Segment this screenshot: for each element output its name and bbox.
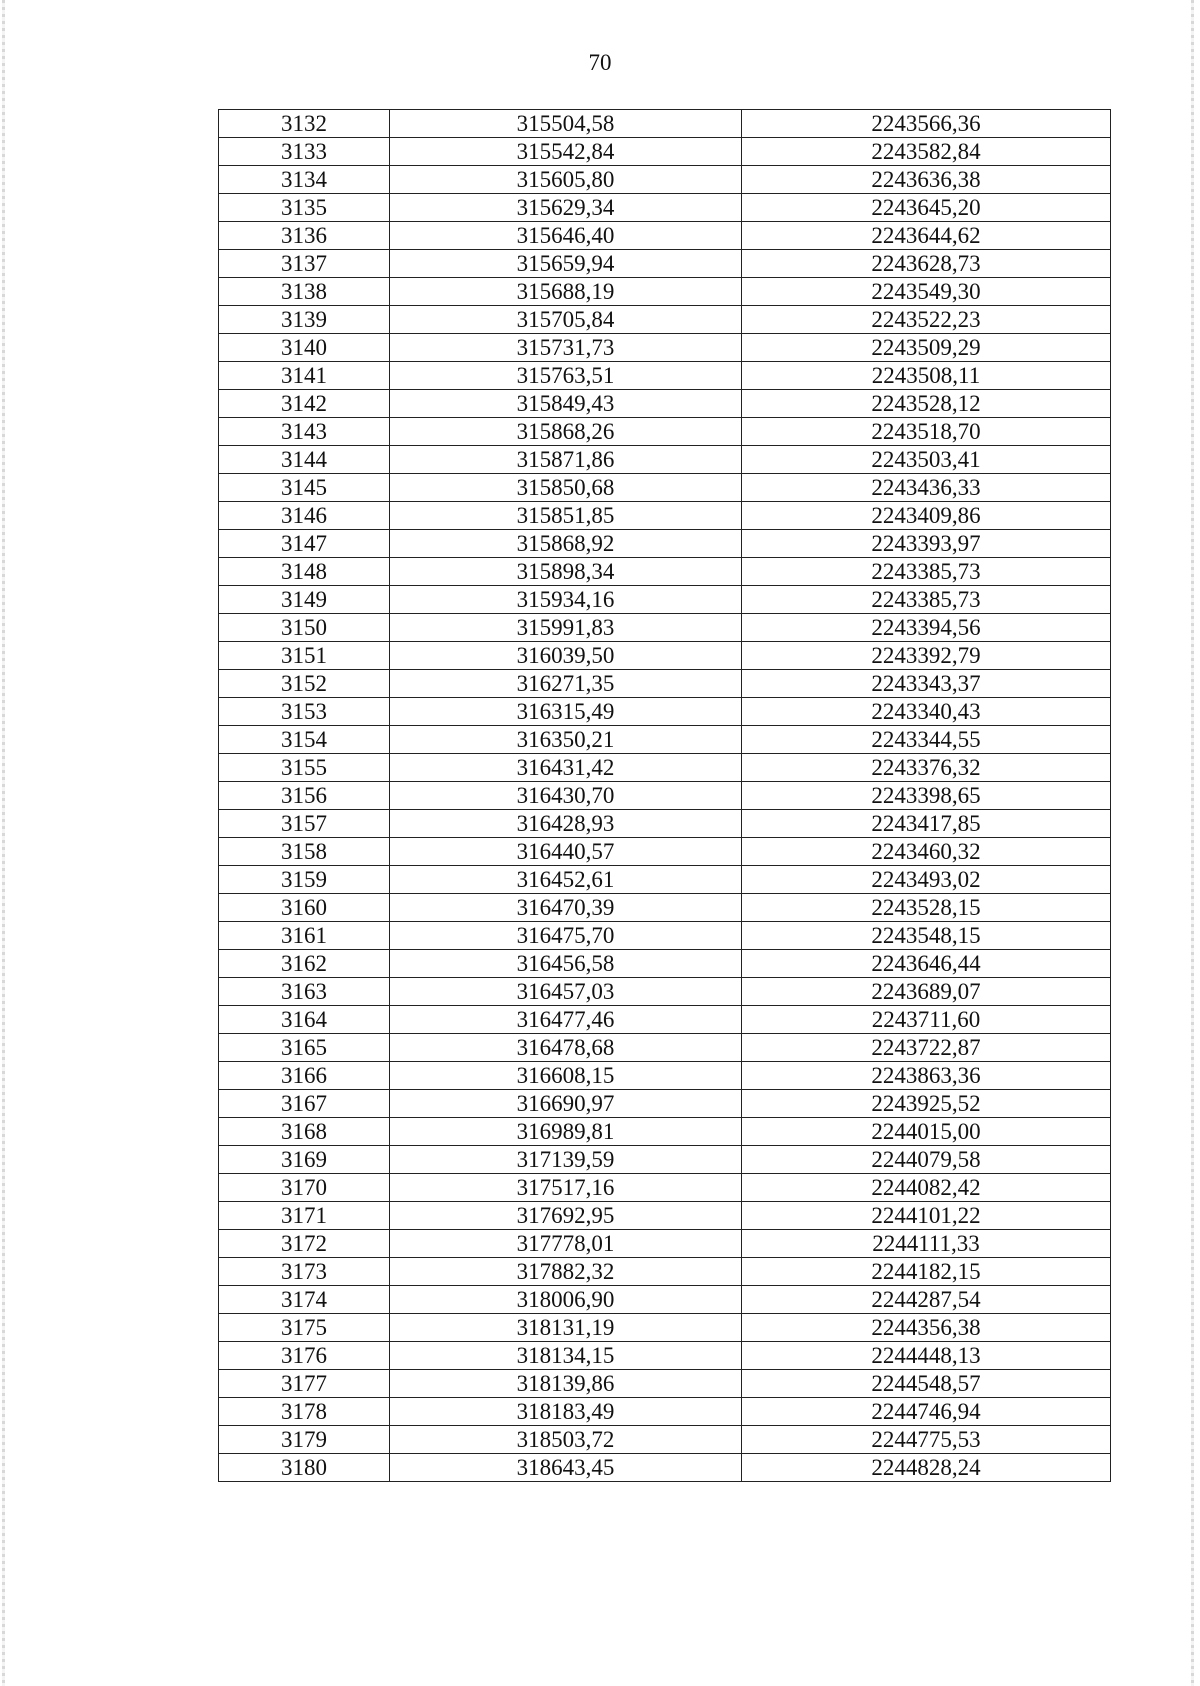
y-coordinate-cell: 2244775,53 bbox=[742, 1426, 1111, 1454]
y-coordinate-cell: 2243711,60 bbox=[742, 1006, 1111, 1034]
table-row bbox=[219, 166, 1111, 194]
point-number-cell: 3150 bbox=[219, 614, 390, 642]
point-number-cell: 3165 bbox=[219, 1034, 390, 1062]
x-coordinate-cell: 316478,68 bbox=[390, 1034, 742, 1062]
table-row bbox=[219, 446, 1111, 474]
point-number-cell: 3180 bbox=[219, 1454, 390, 1482]
point-number-cell: 3135 bbox=[219, 194, 390, 222]
table-row bbox=[219, 1062, 1111, 1090]
point-number-cell: 3178 bbox=[219, 1398, 390, 1426]
y-coordinate-cell: 2244079,58 bbox=[742, 1146, 1111, 1174]
y-coordinate-cell: 2243566,36 bbox=[742, 110, 1111, 138]
x-coordinate-cell: 318183,49 bbox=[390, 1398, 742, 1426]
table-row bbox=[219, 698, 1111, 726]
point-number-cell: 3140 bbox=[219, 334, 390, 362]
point-number-cell: 3160 bbox=[219, 894, 390, 922]
x-coordinate-cell: 315868,92 bbox=[390, 530, 742, 558]
y-coordinate-cell: 2244287,54 bbox=[742, 1286, 1111, 1314]
point-number-cell: 3176 bbox=[219, 1342, 390, 1370]
table-row bbox=[219, 838, 1111, 866]
table-row bbox=[219, 586, 1111, 614]
table-row bbox=[219, 418, 1111, 446]
x-coordinate-cell: 316475,70 bbox=[390, 922, 742, 950]
y-coordinate-cell: 2243722,87 bbox=[742, 1034, 1111, 1062]
point-number-cell: 3137 bbox=[219, 250, 390, 278]
point-number-cell: 3154 bbox=[219, 726, 390, 754]
table-row bbox=[219, 1398, 1111, 1426]
point-number-cell: 3132 bbox=[219, 110, 390, 138]
table-row bbox=[219, 1230, 1111, 1258]
table-row bbox=[219, 558, 1111, 586]
x-coordinate-cell: 317139,59 bbox=[390, 1146, 742, 1174]
x-coordinate-cell: 318139,86 bbox=[390, 1370, 742, 1398]
y-coordinate-cell: 2243392,79 bbox=[742, 642, 1111, 670]
table-body bbox=[219, 110, 1111, 1482]
point-number-cell: 3138 bbox=[219, 278, 390, 306]
y-coordinate-cell: 2243409,86 bbox=[742, 502, 1111, 530]
y-coordinate-cell: 2244082,42 bbox=[742, 1174, 1111, 1202]
table-row bbox=[219, 1426, 1111, 1454]
y-coordinate-cell: 2244015,00 bbox=[742, 1118, 1111, 1146]
table-row bbox=[219, 922, 1111, 950]
x-coordinate-cell: 318006,90 bbox=[390, 1286, 742, 1314]
x-coordinate-cell: 317692,95 bbox=[390, 1202, 742, 1230]
x-coordinate-cell: 316608,15 bbox=[390, 1062, 742, 1090]
point-number-cell: 3177 bbox=[219, 1370, 390, 1398]
x-coordinate-cell: 315688,19 bbox=[390, 278, 742, 306]
table-row bbox=[219, 614, 1111, 642]
scan-edge-right bbox=[1191, 0, 1194, 1686]
point-number-cell: 3169 bbox=[219, 1146, 390, 1174]
y-coordinate-cell: 2243376,32 bbox=[742, 754, 1111, 782]
y-coordinate-cell: 2243398,65 bbox=[742, 782, 1111, 810]
x-coordinate-cell: 315731,73 bbox=[390, 334, 742, 362]
table-row bbox=[219, 334, 1111, 362]
y-coordinate-cell: 2243340,43 bbox=[742, 698, 1111, 726]
x-coordinate-cell: 316428,93 bbox=[390, 810, 742, 838]
x-coordinate-cell: 315871,86 bbox=[390, 446, 742, 474]
point-number-cell: 3148 bbox=[219, 558, 390, 586]
x-coordinate-cell: 316457,03 bbox=[390, 978, 742, 1006]
x-coordinate-cell: 318643,45 bbox=[390, 1454, 742, 1482]
x-coordinate-cell: 315991,83 bbox=[390, 614, 742, 642]
y-coordinate-cell: 2243385,73 bbox=[742, 586, 1111, 614]
y-coordinate-cell: 2243518,70 bbox=[742, 418, 1111, 446]
y-coordinate-cell: 2244448,13 bbox=[742, 1342, 1111, 1370]
table-row bbox=[219, 670, 1111, 698]
point-number-cell: 3152 bbox=[219, 670, 390, 698]
y-coordinate-cell: 2244356,38 bbox=[742, 1314, 1111, 1342]
table-row bbox=[219, 110, 1111, 138]
x-coordinate-cell: 316039,50 bbox=[390, 642, 742, 670]
x-coordinate-cell: 315659,94 bbox=[390, 250, 742, 278]
y-coordinate-cell: 2243522,23 bbox=[742, 306, 1111, 334]
x-coordinate-cell: 317778,01 bbox=[390, 1230, 742, 1258]
x-coordinate-cell: 316440,57 bbox=[390, 838, 742, 866]
y-coordinate-cell: 2243393,97 bbox=[742, 530, 1111, 558]
y-coordinate-cell: 2243548,15 bbox=[742, 922, 1111, 950]
y-coordinate-cell: 2243628,73 bbox=[742, 250, 1111, 278]
x-coordinate-cell: 315504,58 bbox=[390, 110, 742, 138]
table-row bbox=[219, 642, 1111, 670]
point-number-cell: 3155 bbox=[219, 754, 390, 782]
y-coordinate-cell: 2243344,55 bbox=[742, 726, 1111, 754]
table-row bbox=[219, 1314, 1111, 1342]
table-row bbox=[219, 1006, 1111, 1034]
x-coordinate-cell: 316989,81 bbox=[390, 1118, 742, 1146]
table-row bbox=[219, 278, 1111, 306]
y-coordinate-cell: 2243689,07 bbox=[742, 978, 1111, 1006]
y-coordinate-cell: 2243582,84 bbox=[742, 138, 1111, 166]
y-coordinate-cell: 2243528,15 bbox=[742, 894, 1111, 922]
table-row bbox=[219, 1370, 1111, 1398]
table-row bbox=[219, 1118, 1111, 1146]
table-row bbox=[219, 306, 1111, 334]
table-row bbox=[219, 1454, 1111, 1482]
table-row bbox=[219, 1146, 1111, 1174]
table-row bbox=[219, 530, 1111, 558]
y-coordinate-cell: 2244111,33 bbox=[742, 1230, 1111, 1258]
table-row bbox=[219, 894, 1111, 922]
x-coordinate-cell: 318134,15 bbox=[390, 1342, 742, 1370]
x-coordinate-cell: 315934,16 bbox=[390, 586, 742, 614]
table-row bbox=[219, 390, 1111, 418]
y-coordinate-cell: 2243503,41 bbox=[742, 446, 1111, 474]
point-number-cell: 3142 bbox=[219, 390, 390, 418]
x-coordinate-cell: 315542,84 bbox=[390, 138, 742, 166]
table-row bbox=[219, 138, 1111, 166]
point-number-cell: 3168 bbox=[219, 1118, 390, 1146]
point-number-cell: 3171 bbox=[219, 1202, 390, 1230]
x-coordinate-cell: 318131,19 bbox=[390, 1314, 742, 1342]
point-number-cell: 3161 bbox=[219, 922, 390, 950]
x-coordinate-cell: 315851,85 bbox=[390, 502, 742, 530]
x-coordinate-cell: 315605,80 bbox=[390, 166, 742, 194]
table-row bbox=[219, 1090, 1111, 1118]
point-number-cell: 3162 bbox=[219, 950, 390, 978]
table-row bbox=[219, 810, 1111, 838]
x-coordinate-cell: 317517,16 bbox=[390, 1174, 742, 1202]
point-number-cell: 3174 bbox=[219, 1286, 390, 1314]
table-row bbox=[219, 726, 1111, 754]
point-number-cell: 3143 bbox=[219, 418, 390, 446]
point-number-cell: 3145 bbox=[219, 474, 390, 502]
point-number-cell: 3157 bbox=[219, 810, 390, 838]
x-coordinate-cell: 316456,58 bbox=[390, 950, 742, 978]
y-coordinate-cell: 2243636,38 bbox=[742, 166, 1111, 194]
x-coordinate-cell: 315849,43 bbox=[390, 390, 742, 418]
point-number-cell: 3134 bbox=[219, 166, 390, 194]
point-number-cell: 3136 bbox=[219, 222, 390, 250]
point-number-cell: 3166 bbox=[219, 1062, 390, 1090]
x-coordinate-cell: 315898,34 bbox=[390, 558, 742, 586]
table-row bbox=[219, 194, 1111, 222]
x-coordinate-cell: 315850,68 bbox=[390, 474, 742, 502]
coordinates-table-container bbox=[218, 109, 1110, 1482]
point-number-cell: 3179 bbox=[219, 1426, 390, 1454]
y-coordinate-cell: 2243863,36 bbox=[742, 1062, 1111, 1090]
x-coordinate-cell: 315646,40 bbox=[390, 222, 742, 250]
y-coordinate-cell: 2243646,44 bbox=[742, 950, 1111, 978]
point-number-cell: 3173 bbox=[219, 1258, 390, 1286]
y-coordinate-cell: 2243394,56 bbox=[742, 614, 1111, 642]
table-row bbox=[219, 474, 1111, 502]
point-number-cell: 3149 bbox=[219, 586, 390, 614]
x-coordinate-cell: 316470,39 bbox=[390, 894, 742, 922]
table-row bbox=[219, 502, 1111, 530]
x-coordinate-cell: 316315,49 bbox=[390, 698, 742, 726]
x-coordinate-cell: 316690,97 bbox=[390, 1090, 742, 1118]
y-coordinate-cell: 2243436,33 bbox=[742, 474, 1111, 502]
table-row bbox=[219, 362, 1111, 390]
page-number: 70 bbox=[588, 50, 612, 75]
scan-edge-left bbox=[2, 0, 5, 1686]
x-coordinate-cell: 315705,84 bbox=[390, 306, 742, 334]
y-coordinate-cell: 2243417,85 bbox=[742, 810, 1111, 838]
point-number-cell: 3147 bbox=[219, 530, 390, 558]
y-coordinate-cell: 2244746,94 bbox=[742, 1398, 1111, 1426]
x-coordinate-cell: 315868,26 bbox=[390, 418, 742, 446]
point-number-cell: 3146 bbox=[219, 502, 390, 530]
y-coordinate-cell: 2244101,22 bbox=[742, 1202, 1111, 1230]
point-number-cell: 3139 bbox=[219, 306, 390, 334]
x-coordinate-cell: 315629,34 bbox=[390, 194, 742, 222]
table-row bbox=[219, 1174, 1111, 1202]
y-coordinate-cell: 2243528,12 bbox=[742, 390, 1111, 418]
table-row bbox=[219, 222, 1111, 250]
y-coordinate-cell: 2244548,57 bbox=[742, 1370, 1111, 1398]
point-number-cell: 3164 bbox=[219, 1006, 390, 1034]
y-coordinate-cell: 2243385,73 bbox=[742, 558, 1111, 586]
x-coordinate-cell: 318503,72 bbox=[390, 1426, 742, 1454]
y-coordinate-cell: 2244182,15 bbox=[742, 1258, 1111, 1286]
point-number-cell: 3159 bbox=[219, 866, 390, 894]
point-number-cell: 3141 bbox=[219, 362, 390, 390]
x-coordinate-cell: 316452,61 bbox=[390, 866, 742, 894]
x-coordinate-cell: 316477,46 bbox=[390, 1006, 742, 1034]
table-row bbox=[219, 1286, 1111, 1314]
table-row bbox=[219, 250, 1111, 278]
table-row bbox=[219, 754, 1111, 782]
table-row bbox=[219, 1258, 1111, 1286]
table-row bbox=[219, 1342, 1111, 1370]
table-row bbox=[219, 1202, 1111, 1230]
y-coordinate-cell: 2243925,52 bbox=[742, 1090, 1111, 1118]
x-coordinate-cell: 316350,21 bbox=[390, 726, 742, 754]
point-number-cell: 3156 bbox=[219, 782, 390, 810]
y-coordinate-cell: 2243645,20 bbox=[742, 194, 1111, 222]
x-coordinate-cell: 316430,70 bbox=[390, 782, 742, 810]
point-number-cell: 3175 bbox=[219, 1314, 390, 1342]
table-row bbox=[219, 1034, 1111, 1062]
x-coordinate-cell: 317882,32 bbox=[390, 1258, 742, 1286]
point-number-cell: 3153 bbox=[219, 698, 390, 726]
y-coordinate-cell: 2243493,02 bbox=[742, 866, 1111, 894]
coordinates-table bbox=[218, 109, 1111, 1482]
y-coordinate-cell: 2244828,24 bbox=[742, 1454, 1111, 1482]
x-coordinate-cell: 316431,42 bbox=[390, 754, 742, 782]
point-number-cell: 3133 bbox=[219, 138, 390, 166]
point-number-cell: 3167 bbox=[219, 1090, 390, 1118]
y-coordinate-cell: 2243644,62 bbox=[742, 222, 1111, 250]
point-number-cell: 3163 bbox=[219, 978, 390, 1006]
point-number-cell: 3170 bbox=[219, 1174, 390, 1202]
y-coordinate-cell: 2243549,30 bbox=[742, 278, 1111, 306]
y-coordinate-cell: 2243460,32 bbox=[742, 838, 1111, 866]
table-row bbox=[219, 782, 1111, 810]
y-coordinate-cell: 2243343,37 bbox=[742, 670, 1111, 698]
point-number-cell: 3158 bbox=[219, 838, 390, 866]
point-number-cell: 3151 bbox=[219, 642, 390, 670]
y-coordinate-cell: 2243509,29 bbox=[742, 334, 1111, 362]
x-coordinate-cell: 315763,51 bbox=[390, 362, 742, 390]
table-row bbox=[219, 866, 1111, 894]
point-number-cell: 3172 bbox=[219, 1230, 390, 1258]
x-coordinate-cell: 316271,35 bbox=[390, 670, 742, 698]
point-number-cell: 3144 bbox=[219, 446, 390, 474]
table-row bbox=[219, 950, 1111, 978]
table-row bbox=[219, 978, 1111, 1006]
y-coordinate-cell: 2243508,11 bbox=[742, 362, 1111, 390]
